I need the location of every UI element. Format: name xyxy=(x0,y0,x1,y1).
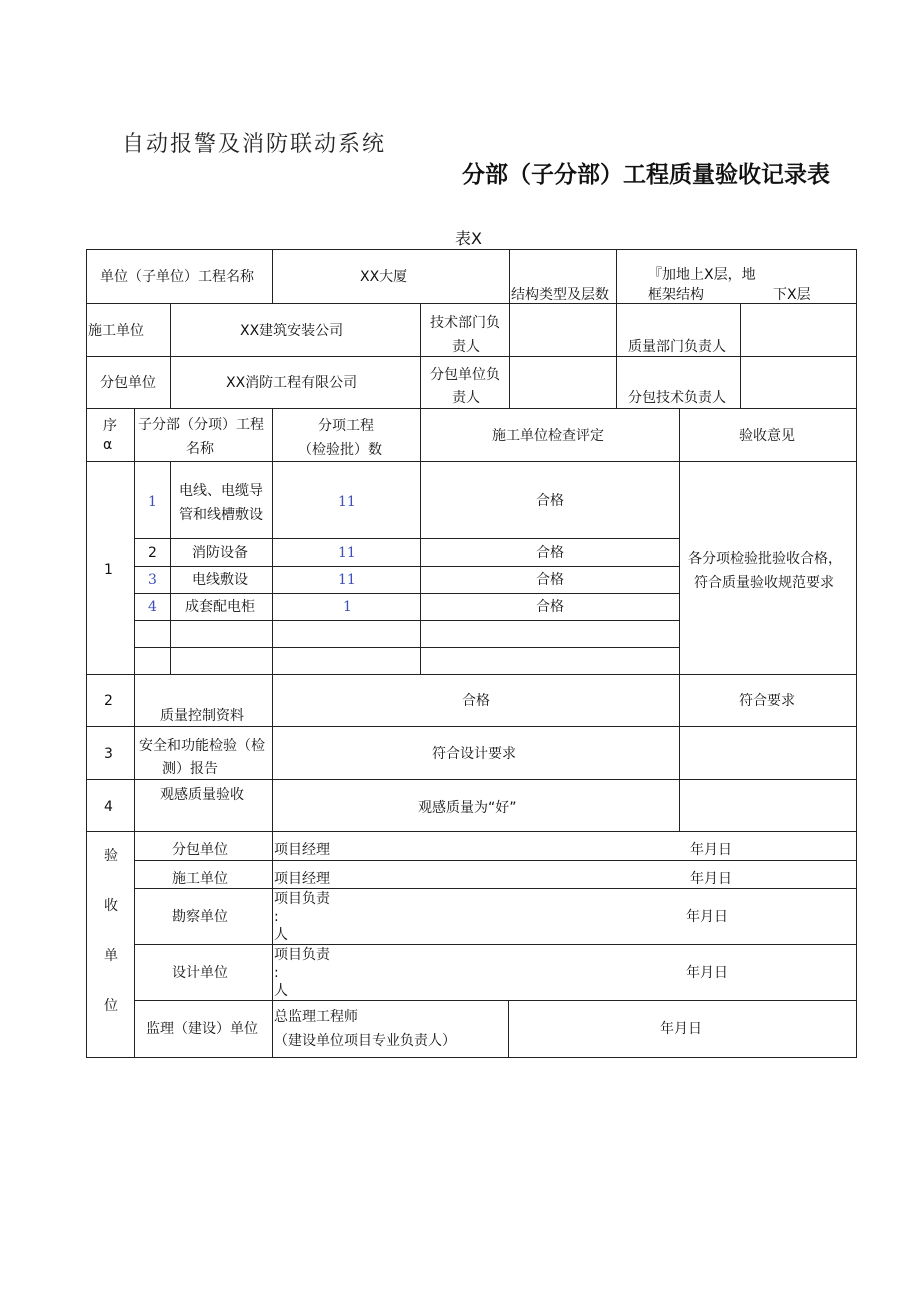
table-line xyxy=(509,303,510,408)
unit-date: 年月日 xyxy=(690,871,732,887)
item-name: 电线、电缆导 xyxy=(179,483,263,499)
quality-head-label: 质量部门负责人 xyxy=(628,339,726,355)
opinion-header: 验收意见 xyxy=(739,428,795,444)
unit-name: 设计单位 xyxy=(172,965,228,981)
row-eval: 符合设计要求 xyxy=(432,746,516,762)
seq-header: 序 xyxy=(103,418,117,434)
item-eval: 合格 xyxy=(536,545,564,561)
table-line xyxy=(134,860,857,861)
acceptance-side-label: 单 xyxy=(104,948,118,964)
table-line xyxy=(616,303,617,408)
eval-header: 施工单位检查评定 xyxy=(492,428,604,444)
item-name: 管和线槽敷设 xyxy=(179,507,263,523)
table-line xyxy=(86,726,857,727)
subcontractor-value: XX消防工程有限公司 xyxy=(226,375,358,391)
group-seq: 1 xyxy=(104,562,113,578)
item-eval: 合格 xyxy=(536,599,564,615)
structure-value-line2a: 框架结构 xyxy=(648,287,704,303)
seq-header: α xyxy=(103,437,113,453)
item-count: 11 xyxy=(338,494,356,510)
acceptance-side-label: 收 xyxy=(104,898,118,914)
unit-role: 总监理工程师 xyxy=(274,1009,358,1025)
table-line xyxy=(272,249,273,303)
item-number: 3 xyxy=(148,572,157,588)
row-name: 安全和功能检验（检 xyxy=(139,738,265,754)
row-name: 测）报告 xyxy=(162,761,218,777)
count-header: 分项工程 xyxy=(318,418,374,434)
item-number: 1 xyxy=(148,494,157,510)
row-name: 观感质量验收 xyxy=(160,787,244,803)
row-opinion: 符合要求 xyxy=(739,693,795,709)
unit-name: 监理（建设）单位 xyxy=(146,1021,258,1037)
table-line xyxy=(170,461,171,674)
table-line xyxy=(86,1057,857,1058)
structure-value-line2b: 下X层 xyxy=(773,287,811,303)
contractor-label: 施工单位 xyxy=(88,323,144,339)
contractor-value: XX建筑安装公司 xyxy=(240,323,344,339)
table-line xyxy=(86,356,857,357)
unit-name: 施工单位 xyxy=(172,871,228,887)
table-line xyxy=(86,779,857,780)
table-line xyxy=(134,620,680,621)
sub-tech-head-label: 分包技术负责人 xyxy=(628,390,726,406)
unit-role: : xyxy=(274,909,279,925)
table-line xyxy=(509,249,510,303)
unit-date: 年月日 xyxy=(690,842,732,858)
unit-role: 项目负责 xyxy=(274,891,330,907)
acceptance-side-label: 验 xyxy=(104,848,118,864)
unit-role: : xyxy=(274,965,279,981)
table-line xyxy=(170,303,171,408)
table-line xyxy=(856,249,857,1058)
table-line xyxy=(86,674,857,675)
unit-date: 年月日 xyxy=(686,909,728,925)
tech-head-label: 责人 xyxy=(452,339,480,355)
structure-value-line1: 『加地上X层，地 xyxy=(648,267,756,283)
structure-label: 结构类型及层数 xyxy=(511,287,609,303)
unit-role: （建设单位项目专业负责人） xyxy=(274,1033,456,1049)
item-eval: 合格 xyxy=(536,493,564,509)
table-line xyxy=(86,249,87,1058)
item-count: 11 xyxy=(338,572,356,588)
sub-name-header: 子分部（分项）工程 xyxy=(138,417,264,433)
sub-head-label: 责人 xyxy=(452,390,480,406)
item-name: 成套配电柜 xyxy=(185,599,255,615)
row-eval: 观感质量为“好” xyxy=(418,800,517,816)
table-line xyxy=(740,303,741,408)
unit-role: 人 xyxy=(274,983,288,999)
table-line xyxy=(616,249,617,303)
item-count: 1 xyxy=(343,599,352,615)
table-line xyxy=(134,538,680,539)
item-eval: 合格 xyxy=(536,572,564,588)
table-line xyxy=(134,647,680,648)
table-line xyxy=(134,408,135,1058)
project-label: 单位（子单位）工程名称 xyxy=(100,269,254,285)
sub-head-label: 分包单位负 xyxy=(430,367,500,383)
row-seq: 3 xyxy=(104,746,113,762)
row-seq: 4 xyxy=(104,799,113,815)
table-line xyxy=(134,1000,857,1001)
table-line xyxy=(508,1000,509,1057)
group-opinion: 符合质量验收规范要求 xyxy=(694,575,834,591)
unit-date: 年月日 xyxy=(660,1021,702,1037)
item-number: 2 xyxy=(148,545,157,561)
table-line xyxy=(420,408,421,674)
row-seq: 2 xyxy=(104,693,113,709)
unit-date: 年月日 xyxy=(686,965,728,981)
tech-head-label: 技术部门负 xyxy=(430,315,500,331)
row-eval: 合格 xyxy=(462,693,490,709)
table-line xyxy=(272,408,273,1058)
group-opinion: 各分项检验批验收合格， xyxy=(688,551,842,567)
table-line xyxy=(86,461,857,462)
project-value: XX大厦 xyxy=(360,269,408,285)
unit-name: 分包单位 xyxy=(172,842,228,858)
table-line xyxy=(134,593,680,594)
item-name: 消防设备 xyxy=(192,545,248,561)
row-name: 质量控制资料 xyxy=(160,708,244,724)
subcontractor-label: 分包单位 xyxy=(100,375,156,391)
table-line xyxy=(86,408,857,409)
table-line xyxy=(134,566,680,567)
table-line xyxy=(86,249,857,250)
item-name: 电线敷设 xyxy=(192,572,248,588)
form-title: 分部（子分部）工程质量验收记录表 xyxy=(462,162,830,188)
sub-name-header: 名称 xyxy=(186,441,214,457)
unit-name: 勘察单位 xyxy=(172,909,228,925)
unit-role: 项目经理 xyxy=(274,871,330,887)
unit-role: 项目经理 xyxy=(274,842,330,858)
table-line xyxy=(420,303,421,408)
table-line xyxy=(679,408,680,831)
table-line xyxy=(134,888,857,889)
unit-role: 人 xyxy=(274,927,288,943)
table-line xyxy=(86,831,857,832)
table-line xyxy=(134,944,857,945)
item-number: 4 xyxy=(148,599,157,615)
table-line xyxy=(86,303,857,304)
unit-role: 项目负责 xyxy=(274,947,330,963)
system-name: 自动报警及消防联动系统 xyxy=(122,132,387,157)
acceptance-side-label: 位 xyxy=(104,998,118,1014)
item-count: 11 xyxy=(338,545,356,561)
table-number: 表X xyxy=(455,229,482,248)
count-header: （检验批）数 xyxy=(298,442,382,458)
